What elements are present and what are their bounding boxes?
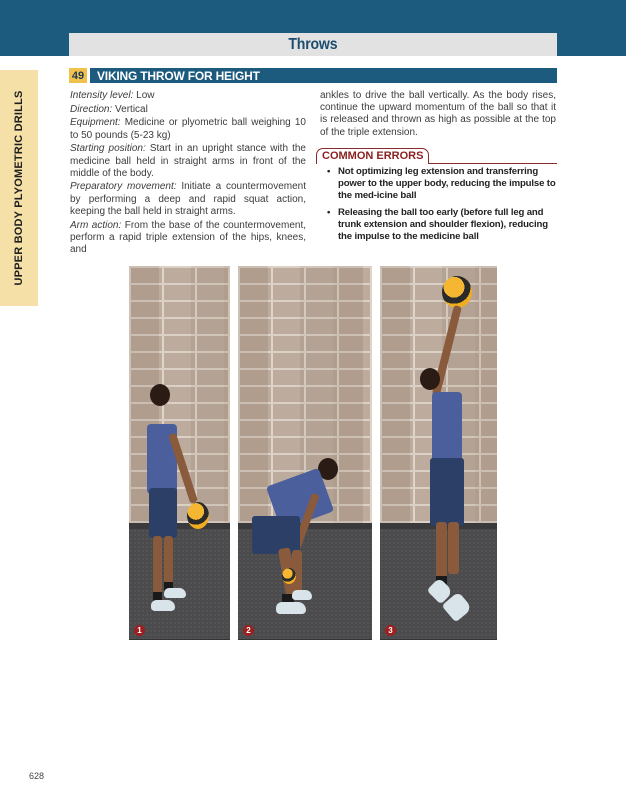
field-label: Direction: xyxy=(70,103,113,115)
field-value: From the base of the countermovement, perform a rapid triple extension of the hips, knees, and xyxy=(70,219,306,255)
wall-shading xyxy=(129,266,230,523)
common-errors-header xyxy=(316,148,557,164)
step-number-badge: 1 xyxy=(134,625,145,636)
field-label: Arm action: xyxy=(70,219,122,231)
page-number: 628 xyxy=(29,771,45,781)
photo-step-1 xyxy=(129,266,230,640)
medicine-ball xyxy=(187,502,209,529)
field-label: Starting position: xyxy=(70,143,146,155)
medicine-ball xyxy=(282,568,296,584)
common-errors-title: COMMON ERRORS xyxy=(316,148,429,164)
field-starting-position xyxy=(70,143,306,180)
common-errors-list xyxy=(326,166,558,247)
field-value: Vertical xyxy=(112,103,148,115)
field-value: Medicine or plyometric ball weighing 10 to 50 pounds (5-23 kg) xyxy=(70,117,306,141)
drill-title: VIKING THROW FOR HEIGHT xyxy=(90,68,557,83)
floor xyxy=(129,529,230,639)
step-number-badge: 3 xyxy=(385,625,396,636)
field-label: Equipment: xyxy=(70,117,121,129)
list-item: • Not optimizing leg extension and transferring power to the upper body, reducing the impulse to the med-icine ball xyxy=(326,166,558,203)
photo-step-2 xyxy=(238,266,372,640)
field-arm-action xyxy=(70,220,306,257)
field-equipment xyxy=(70,117,306,141)
field-label: Intensity level: xyxy=(70,90,134,101)
field-value: Initiate a countermovement by performing a deep and rapid squat action, keeping the ball held in straight arms. xyxy=(70,181,306,217)
field-intensity xyxy=(70,90,306,102)
chapter-title-bar xyxy=(69,33,557,56)
section-side-tab-label: UPPER BODY PLYOMETRIC DRILLS xyxy=(13,90,25,286)
arm-action-continuation: ankles to drive the ball vertically. As the body rises, continue the upward momentum of the ball so that it is released and thrown as high as possible at the top of the triple extension. xyxy=(320,90,556,138)
drill-number-badge: 49 xyxy=(69,68,87,83)
list-item: • Releasing the ball too early (before full leg and trunk extension and shoulder flexion), reducing the impulse to the medicine ball xyxy=(326,207,558,244)
photo-step-3 xyxy=(380,266,497,640)
field-direction xyxy=(70,104,306,116)
step-number-badge: 2 xyxy=(243,625,254,636)
field-label: Preparatory movement: xyxy=(70,181,177,193)
drill-description-left-column xyxy=(70,90,306,258)
drill-heading xyxy=(69,68,557,83)
field-preparatory-movement xyxy=(70,181,306,218)
section-side-tab xyxy=(0,70,38,306)
drill-description-right-column xyxy=(320,90,556,140)
medicine-ball xyxy=(442,276,472,308)
chapter-title: Throws xyxy=(288,35,338,53)
field-value: Start in an upright stance with the medicine ball held in straight arms in front of the middle of the body. xyxy=(70,143,306,179)
field-value: Low xyxy=(133,90,155,101)
